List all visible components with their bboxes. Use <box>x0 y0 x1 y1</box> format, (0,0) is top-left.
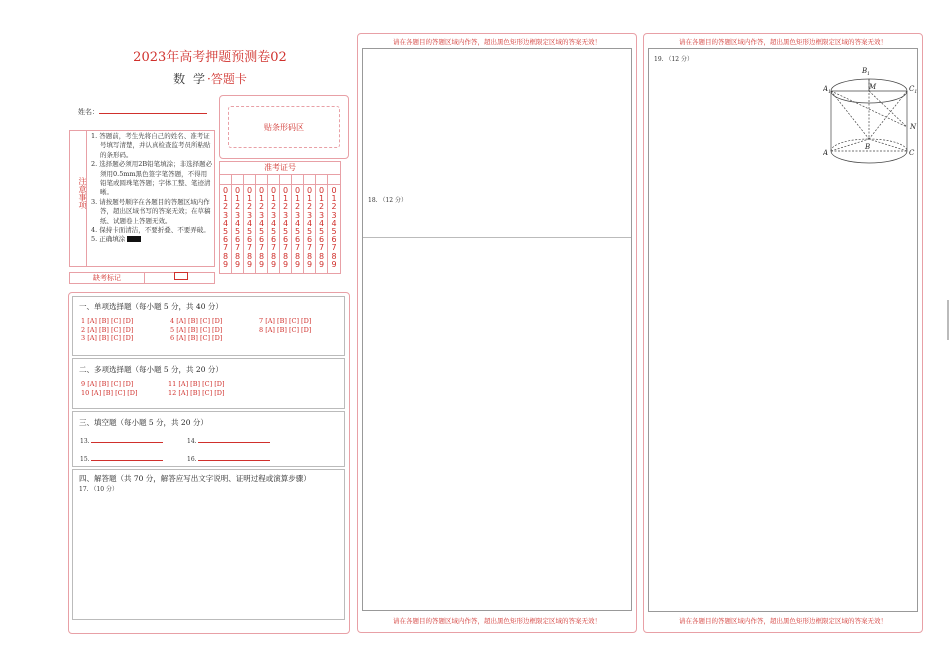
exam-id-digit[interactable]: 0 <box>331 186 337 195</box>
choice-row[interactable]: 10 [A] [B] [C] [D] <box>81 388 138 397</box>
notice-bottom: 请在各题目的答题区域内作答，超出黑色矩形边框限定区域的答案无效！ <box>679 617 887 625</box>
barcode-area[interactable] <box>228 106 340 148</box>
exam-id-digit[interactable]: 2 <box>306 202 313 212</box>
absent-checkbox[interactable] <box>174 272 188 280</box>
exam-id-digit[interactable]: 2 <box>282 202 289 212</box>
exam-id-digit[interactable]: 5 <box>331 227 337 237</box>
exam-id-digit[interactable]: 6 <box>294 235 301 245</box>
choice-row[interactable]: 9 [A] [B] [C] [D] <box>81 380 134 388</box>
notice-bottom: 请在各题目的答题区域内作答，超出黑色矩形边框限定区域的答案无效！ <box>393 617 601 625</box>
exam-id-digit[interactable]: 6 <box>258 235 265 245</box>
absent-label: 缺考标记 <box>70 273 145 283</box>
bottom-arc-front <box>831 151 907 163</box>
answer-box-18[interactable] <box>362 48 632 611</box>
exam-id-digit[interactable]: 4 <box>318 218 325 228</box>
panel-3-frame <box>643 33 923 633</box>
exam-id-digit[interactable]: 1 <box>234 194 241 204</box>
exam-id-digit[interactable]: 5 <box>294 227 301 237</box>
name-field[interactable] <box>78 105 207 117</box>
panel-2-frame <box>357 33 637 633</box>
choice-row[interactable]: 4 [A] [B] [C] [D] <box>170 317 223 325</box>
exam-id-digit[interactable]: 2 <box>258 202 265 212</box>
exam-id-column <box>244 185 256 274</box>
exam-id-digit[interactable]: 6 <box>270 235 277 245</box>
label-C: C <box>909 149 915 157</box>
q18-label: 18. （12 分） <box>368 197 407 204</box>
page-title: 2023年高考押题预测卷02 <box>133 50 287 65</box>
choice-row[interactable]: 7 [A] [B] [C] [D] <box>259 317 312 325</box>
notes-list <box>91 132 213 245</box>
notes-label: 注意事项 <box>78 177 87 209</box>
choice-col-1 <box>81 380 137 397</box>
label-M: M <box>869 83 877 91</box>
exam-id-digit[interactable]: 3 <box>246 210 253 220</box>
exam-id-digit[interactable]: 1 <box>282 194 289 204</box>
exam-id-digit[interactable]: 1 <box>222 194 229 204</box>
exam-id-digit[interactable]: 0 <box>282 186 289 195</box>
cylinder-figure <box>823 59 921 171</box>
exam-id-digit[interactable]: 1 <box>318 194 325 204</box>
label-C1: $C_1$ <box>909 85 918 95</box>
choice-col-2 <box>168 380 224 397</box>
exam-id-digit[interactable]: 6 <box>318 235 325 245</box>
exam-id-digit[interactable]: 3 <box>318 210 325 220</box>
exam-id-digit[interactable]: 8 <box>246 251 253 261</box>
exam-id-bubbles <box>220 185 340 274</box>
exam-id-digit[interactable]: 7 <box>282 243 289 253</box>
exam-id-digit[interactable]: 8 <box>294 251 301 261</box>
exam-id-digit[interactable]: 6 <box>306 235 313 245</box>
notice-top: 请在各题目的答题区域内作答，超出黑色矩形边框限定区域的答案无效！ <box>393 38 601 46</box>
exam-id-digit[interactable]: 6 <box>331 235 337 245</box>
absent-row <box>69 272 215 284</box>
notes-box <box>69 130 215 267</box>
exam-id-digit[interactable]: 8 <box>318 251 325 261</box>
exam-id-digit[interactable]: 4 <box>246 218 253 228</box>
exam-id-digit[interactable]: 0 <box>234 186 241 195</box>
exam-id-digit[interactable]: 3 <box>294 210 301 220</box>
exam-id-digit[interactable]: 2 <box>294 202 301 212</box>
exam-id-digit[interactable]: 3 <box>306 210 313 220</box>
exam-id-column <box>280 185 292 274</box>
subject-name: 数 学 <box>173 72 207 86</box>
exam-id-write-cell[interactable] <box>328 175 340 184</box>
exam-id-column <box>232 185 244 274</box>
q19-label: 19. （12 分） <box>654 56 693 63</box>
exam-id-digit[interactable]: 7 <box>306 243 313 253</box>
section-1-title: 一、单项选择题（每小题 5 分，共 40 分） <box>79 302 223 311</box>
exam-id-digit[interactable]: 0 <box>294 186 301 195</box>
exam-id-digit[interactable]: 8 <box>270 251 277 261</box>
exam-id-digit[interactable]: 3 <box>282 210 289 220</box>
exam-id-digit[interactable]: 1 <box>246 194 253 204</box>
exam-id-digit[interactable]: 9 <box>234 259 241 269</box>
exam-id-digit[interactable]: 5 <box>222 227 229 237</box>
exam-id-digit[interactable]: 6 <box>246 235 253 245</box>
exam-id-label: 准考证号 <box>220 162 340 175</box>
exam-id-digit[interactable]: 6 <box>234 235 241 245</box>
choice-row[interactable]: 5 [A] [B] [C] [D] <box>170 325 223 334</box>
blank-15-label: 15. <box>80 456 90 463</box>
exam-id-digit[interactable]: 9 <box>306 259 313 269</box>
exam-id-digit[interactable]: 4 <box>331 218 337 228</box>
label-B: B <box>865 143 871 151</box>
blank-16-label: 16. <box>187 456 197 463</box>
choice-row[interactable]: 6 [A] [B] [C] [D] <box>170 334 223 342</box>
filled-sample-icon <box>127 236 141 242</box>
exam-id-digit[interactable]: 2 <box>331 202 337 212</box>
exam-id-digit[interactable]: 9 <box>331 259 337 269</box>
exam-id-digit[interactable]: 7 <box>318 243 325 253</box>
notice-top: 请在各题目的答题区域内作答，超出黑色矩形边框限定区域的答案无效！ <box>679 38 887 46</box>
exam-id-digit[interactable]: 7 <box>331 243 337 253</box>
exam-id-digit[interactable]: 6 <box>282 235 289 245</box>
exam-id-digit[interactable]: 8 <box>282 251 289 261</box>
exam-id-digit[interactable]: 3 <box>258 210 265 220</box>
exam-id-digit[interactable]: 4 <box>234 218 241 228</box>
exam-id-digit[interactable]: 4 <box>222 218 229 228</box>
blank-15[interactable] <box>80 454 163 463</box>
exam-id-digit[interactable]: 1 <box>306 194 313 204</box>
choice-col-1 <box>81 317 133 343</box>
blank-16[interactable] <box>187 454 270 463</box>
divider <box>363 237 631 238</box>
exam-id-digit[interactable]: 0 <box>270 186 277 195</box>
exam-id-digit[interactable]: 4 <box>294 218 301 228</box>
exam-id-write-cell[interactable] <box>304 175 316 184</box>
exam-id-write-cell[interactable] <box>316 175 328 184</box>
exam-id-digit[interactable]: 4 <box>270 218 277 228</box>
exam-id-digit[interactable]: 3 <box>331 210 337 220</box>
exam-id-digit[interactable]: 8 <box>234 251 241 261</box>
note-item: 1. 答题前，考生先将自己的姓名、准考证号填写清楚，并认真检查监考员所粘贴的条形码。 <box>91 132 211 159</box>
exam-id-digit[interactable]: 3 <box>222 210 229 220</box>
exam-id-digit[interactable]: 1 <box>294 194 301 204</box>
exam-id-write-cell[interactable] <box>280 175 292 184</box>
exam-id-digit[interactable]: 5 <box>258 227 265 237</box>
exam-id-digit[interactable]: 7 <box>234 243 241 253</box>
exam-id-digit[interactable]: 2 <box>270 202 277 212</box>
exam-id-digit[interactable]: 6 <box>222 235 229 245</box>
exam-id-digit[interactable]: 7 <box>294 243 301 253</box>
choice-row[interactable]: 8 [A] [B] [C] [D] <box>259 325 312 334</box>
exam-id-digit[interactable]: 5 <box>270 227 277 237</box>
name-label: 姓名： <box>78 108 99 116</box>
exam-id-digit[interactable]: 3 <box>234 210 241 220</box>
exam-id-digit[interactable]: 5 <box>306 227 313 237</box>
exam-id-digit[interactable]: 2 <box>246 202 253 212</box>
exam-id-digit[interactable]: 5 <box>318 227 325 237</box>
exam-id-digit[interactable]: 0 <box>318 186 325 195</box>
exam-id-column <box>304 185 316 274</box>
blank-13-label: 13. <box>80 438 90 445</box>
exam-id-digit[interactable]: 9 <box>282 259 289 269</box>
exam-id-column <box>268 185 280 274</box>
exam-id-digit[interactable]: 5 <box>282 227 289 237</box>
exam-id-digit[interactable]: 4 <box>306 218 313 228</box>
choice-row[interactable]: 12 [A] [B] [C] [D] <box>168 388 225 397</box>
exam-id-digit[interactable]: 9 <box>270 259 277 269</box>
section-3-title: 三、填空题（每小题 5 分，共 20 分） <box>79 418 208 427</box>
section-4-title: 四、解答题（共 70 分，解答应写出文字说明、证明过程或演算步骤） <box>79 474 311 483</box>
label-B1: $B_1$ <box>862 67 871 77</box>
choice-row[interactable]: 2 [A] [B] [C] [D] <box>81 325 134 334</box>
exam-id-digit[interactable]: 9 <box>318 259 325 269</box>
exam-id-digit[interactable]: 7 <box>258 243 265 253</box>
exam-id-column <box>292 185 304 274</box>
note-item: 3. 请按题号顺序在各题目的答题区域内作答，超出区域书写的答案无效；在草稿纸、试题卷上答题无效。 <box>91 197 211 225</box>
exam-id-digit[interactable]: 9 <box>294 259 301 269</box>
choice-col-3 <box>259 317 311 334</box>
exam-id-digit[interactable]: 1 <box>331 194 337 204</box>
section-single-choice <box>72 296 345 356</box>
barcode-frame <box>219 95 349 159</box>
notes-label-cell <box>70 131 87 266</box>
exam-id-digit[interactable]: 3 <box>270 210 277 220</box>
choice-col-2 <box>170 317 222 343</box>
section-fill-blank <box>72 411 345 467</box>
choice-row[interactable]: 1 [A] [B] [C] [D] <box>81 317 134 325</box>
note-item: 2. 选择题必须用2B铅笔填涂；非选择题必须用0.5mm黑色签字笔答题，不得用铅笔或圆珠笔答题；字体工整、笔迹清晰。 <box>91 160 213 197</box>
exam-id-digit[interactable]: 5 <box>246 227 253 237</box>
section-2-title: 二、多项选择题（每小题 5 分，共 20 分） <box>79 365 223 374</box>
choice-row[interactable]: 11 [A] [B] [C] [D] <box>168 380 225 388</box>
answer-box-19[interactable] <box>648 48 918 612</box>
section-solution[interactable] <box>72 469 345 620</box>
subject-line <box>60 70 360 87</box>
exam-id-digit[interactable]: 9 <box>246 259 253 269</box>
barcode-label: 贴条形码区 <box>264 123 304 132</box>
blank-14-label: 14. <box>187 438 197 445</box>
exam-id-digit[interactable]: 0 <box>222 186 229 195</box>
exam-id-digit[interactable]: 0 <box>258 186 265 195</box>
exam-id-digit[interactable]: 8 <box>331 251 337 261</box>
q17-label: 17. （10 分） <box>79 486 118 493</box>
exam-id-column <box>328 185 340 274</box>
exam-id-digit[interactable]: 7 <box>246 243 253 253</box>
exam-id-digit[interactable]: 0 <box>306 186 313 195</box>
subject-suffix: ·答题卡 <box>207 72 247 86</box>
blank-14[interactable] <box>187 436 270 445</box>
exam-id-digit[interactable]: 1 <box>270 194 277 204</box>
exam-id-digit[interactable]: 7 <box>270 243 277 253</box>
exam-id-write-cell[interactable] <box>220 175 232 184</box>
exam-id-digit[interactable]: 9 <box>222 259 229 269</box>
exam-id-write-cell[interactable] <box>232 175 244 184</box>
exam-id-digit[interactable]: 1 <box>258 194 265 204</box>
exam-id-digit[interactable]: 8 <box>306 251 313 261</box>
exam-id-write-row[interactable] <box>220 175 340 185</box>
exam-id-write-cell[interactable] <box>244 175 256 184</box>
exam-id-write-cell[interactable] <box>256 175 268 184</box>
blank-13[interactable] <box>80 436 163 445</box>
exam-id-digit[interactable]: 4 <box>282 218 289 228</box>
section-multi-choice <box>72 358 345 409</box>
note-item: 4. 保持卡面清洁，不要折叠、不要弄破。 <box>91 226 210 235</box>
choice-row[interactable]: 3 [A] [B] [C] [D] <box>81 334 134 342</box>
exam-id-digit[interactable]: 8 <box>258 251 265 261</box>
name-underline[interactable] <box>99 105 207 114</box>
exam-id-write-cell[interactable] <box>268 175 280 184</box>
label-A1: $A_1$ <box>823 85 831 95</box>
note-item: 5. 正确填涂 <box>91 235 126 244</box>
label-N: N <box>910 123 917 131</box>
exam-id-digit[interactable]: 9 <box>258 259 265 269</box>
exam-id-digit[interactable]: 8 <box>222 251 229 261</box>
exam-id-digit[interactable]: 2 <box>222 202 229 212</box>
exam-id-box <box>219 161 341 274</box>
exam-id-digit[interactable]: 7 <box>222 243 229 253</box>
exam-id-column <box>220 185 232 274</box>
exam-id-write-cell[interactable] <box>292 175 304 184</box>
exam-id-column <box>256 185 268 274</box>
label-A: A <box>823 149 829 157</box>
exam-id-digit[interactable]: 5 <box>234 227 241 237</box>
exam-id-digit[interactable]: 2 <box>234 202 241 212</box>
exam-id-column <box>316 185 328 274</box>
edge-marker <box>947 300 949 340</box>
exam-id-digit[interactable]: 2 <box>318 202 325 212</box>
exam-id-digit[interactable]: 4 <box>258 218 265 228</box>
exam-id-digit[interactable]: 0 <box>246 186 253 195</box>
